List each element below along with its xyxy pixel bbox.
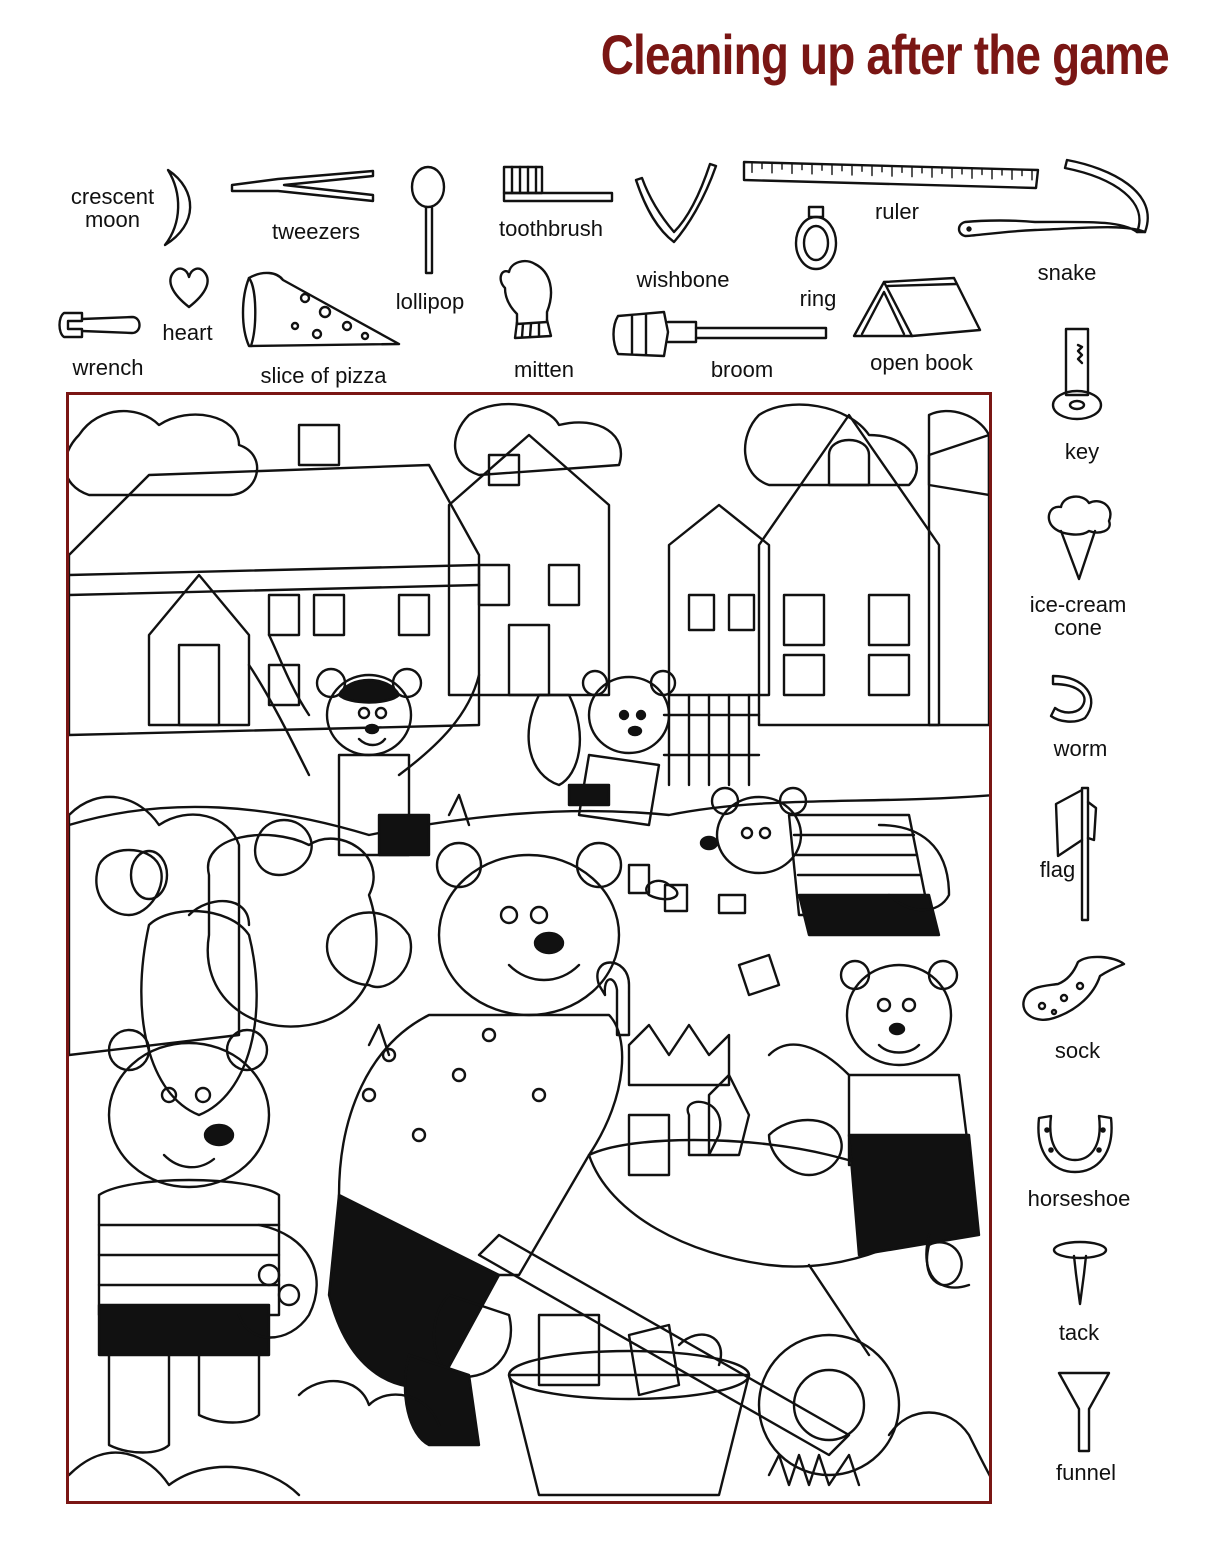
sock-label: sock — [1054, 1038, 1101, 1063]
snake-label: snake — [1037, 260, 1097, 285]
hidden-picture-scene[interactable] — [66, 392, 992, 1504]
open-book-icon — [850, 272, 985, 342]
funnel-label: funnel — [1056, 1460, 1116, 1485]
worm-icon — [1045, 668, 1105, 728]
mitten-label: mitten — [514, 357, 574, 382]
funnel-icon — [1055, 1367, 1115, 1457]
bear-child-with-bag — [99, 1030, 317, 1453]
wrench-label: wrench — [72, 355, 144, 380]
crescent-moon-icon — [150, 165, 200, 250]
snake-icon — [955, 152, 1160, 247]
broom-label: broom — [710, 357, 774, 382]
tweezers-label: tweezers — [271, 219, 361, 244]
tack-label: tack — [1058, 1320, 1100, 1345]
slice-of-pizza-label: slice of pizza — [260, 363, 387, 388]
wrench-icon — [60, 305, 145, 345]
worm-label: worm — [1053, 736, 1108, 761]
ice-cream-cone-label: ice-cream cone — [1029, 592, 1127, 640]
open-book-label: open book — [870, 350, 973, 375]
bear-child-girl — [769, 961, 979, 1288]
wishbone-icon — [628, 160, 723, 250]
ruler-label: ruler — [874, 199, 919, 224]
heart-icon — [165, 263, 215, 313]
bushes-left — [69, 797, 239, 1055]
mitten-icon — [495, 258, 565, 343]
key-icon — [1048, 325, 1108, 425]
house-left — [69, 425, 479, 735]
horseshoe-icon — [1033, 1108, 1118, 1178]
ice-cream-cone-icon — [1043, 493, 1118, 588]
ring-icon — [790, 203, 845, 273]
crescent-moon-label: crescent moon — [70, 184, 155, 232]
trash-bucket — [509, 1315, 749, 1495]
horseshoe-label: horseshoe — [1027, 1186, 1131, 1211]
wishbone-label: wishbone — [636, 267, 730, 292]
scattered-litter — [597, 865, 779, 1155]
broom-icon — [612, 308, 832, 363]
pizza-slice-icon — [235, 268, 405, 353]
fence — [664, 695, 759, 785]
lollipop-icon — [404, 165, 454, 280]
heart-label: heart — [162, 320, 213, 345]
ring-label: ring — [799, 286, 837, 311]
page-title: Cleaning up after the game — [600, 23, 1169, 86]
lollipop-label: lollipop — [395, 289, 465, 314]
flag-icon — [1048, 780, 1108, 925]
bear-child-with-net — [529, 671, 675, 825]
scene-illustration — [69, 395, 992, 1504]
tack-icon — [1048, 1240, 1113, 1310]
house-right — [759, 415, 989, 725]
key-label: key — [1064, 439, 1100, 464]
toothbrush-icon — [500, 163, 620, 203]
sock-icon — [1018, 952, 1133, 1027]
big-bear-parent — [329, 843, 622, 1445]
flag-label: flag — [1039, 857, 1076, 882]
toothbrush-label: toothbrush — [499, 216, 603, 241]
tweezers-icon — [228, 165, 378, 210]
